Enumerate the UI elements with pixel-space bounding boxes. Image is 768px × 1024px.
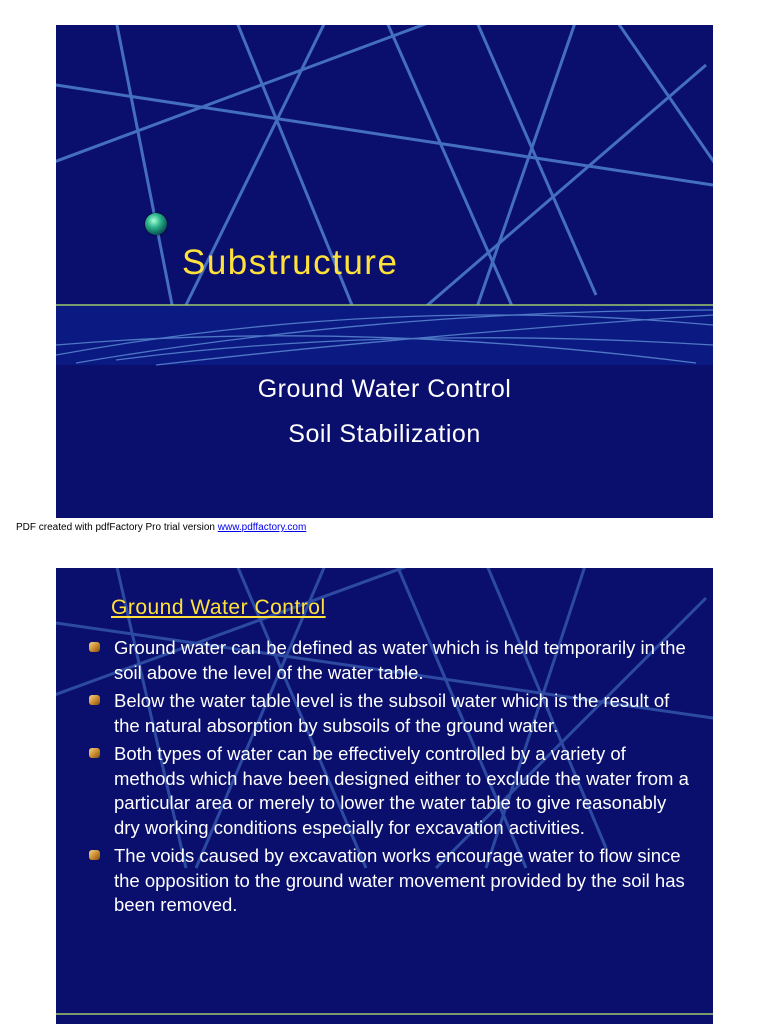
footer-link[interactable]: www.pdffactory.com bbox=[217, 522, 307, 533]
content-slide bbox=[56, 568, 713, 1024]
bullet-icon bbox=[89, 748, 100, 758]
list-item bbox=[86, 742, 696, 840]
subtitle-line-2: Soil Stabilization bbox=[288, 420, 481, 448]
title-slide bbox=[56, 25, 713, 518]
list-item bbox=[86, 844, 696, 918]
bullet-icon bbox=[89, 850, 100, 860]
slide-title: Ground Water Control bbox=[111, 596, 326, 619]
list-item bbox=[86, 689, 696, 738]
bullet-text: Below the water table level is the subsoil water which is the result of the natural absorption by subsoils of the ground water. bbox=[114, 690, 670, 736]
bullet-text: Ground water can be defined as water which is held temporarily in the soil above the level of the water table. bbox=[114, 637, 686, 683]
bullet-icon bbox=[89, 695, 100, 705]
globe-bullet-icon bbox=[145, 213, 167, 235]
subtitle-line-1: Ground Water Control bbox=[257, 375, 512, 403]
bullet-text: Both types of water can be effectively controlled by a variety of methods which have been designed either to exclude the water from a particular area or merely to lower the water table to give reasonably dry working conditions especially for excavation activities. bbox=[114, 743, 689, 838]
footer-text: PDF created with pdfFactory Pro trial version bbox=[16, 522, 218, 533]
bullet-text: The voids caused by excavation works encourage water to flow since the opposition to the ground water movement provided by the soil has been removed. bbox=[114, 845, 685, 915]
list-item bbox=[86, 636, 696, 685]
slide-title: Substructure bbox=[182, 243, 399, 282]
bullet-icon bbox=[89, 642, 100, 652]
bullet-list bbox=[86, 636, 696, 922]
pdf-footer bbox=[16, 522, 306, 533]
